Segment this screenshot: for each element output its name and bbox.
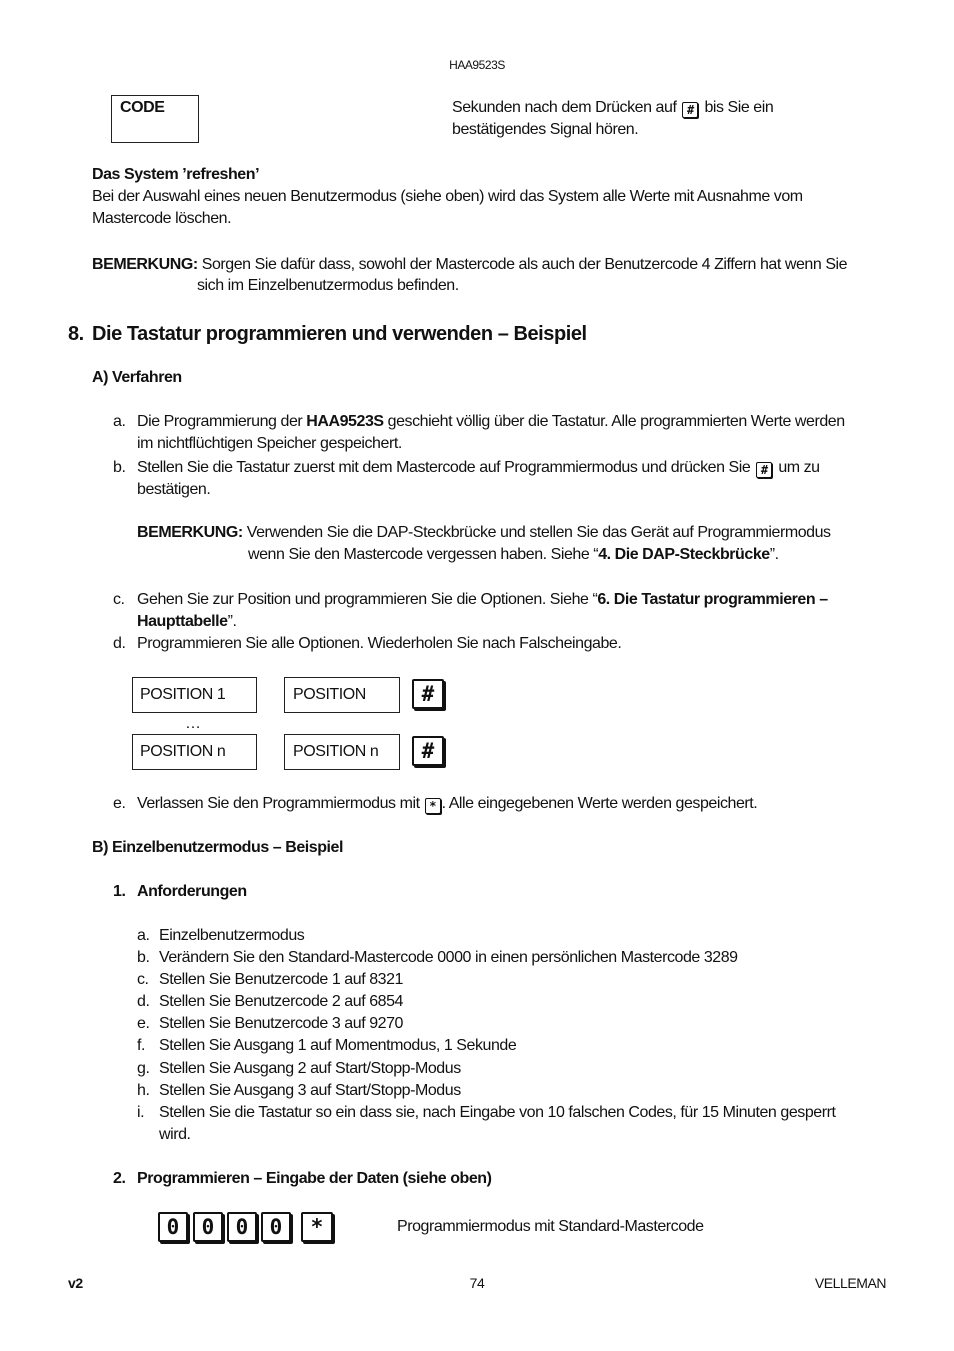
code-note-text-before: Sekunden nach dem Drücken auf bbox=[452, 99, 677, 116]
req-item: Einzelbenutzermodus bbox=[159, 927, 305, 944]
programming-number: 2. bbox=[113, 1170, 126, 1187]
hash-key-icon: # bbox=[412, 736, 444, 766]
item-e-text-before: Verlassen Sie den Programmiermodus mit bbox=[137, 795, 420, 812]
item-a-text-before: Die Programmierung der bbox=[137, 413, 303, 430]
req-item: Stellen Sie Ausgang 2 auf Start/Stopp-Modus bbox=[159, 1060, 461, 1077]
list-a-item-c-line1 bbox=[137, 590, 828, 610]
list-a-item-a-line1 bbox=[137, 412, 845, 432]
item-a-text-after: geschieht völlig über die Tastatur. Alle programmierten Werte werden bbox=[387, 413, 845, 430]
digit-0-key-icon: 0 bbox=[261, 1212, 291, 1242]
req-marker: g. bbox=[137, 1060, 150, 1077]
list-a-marker-c: c. bbox=[113, 591, 125, 608]
digit-0-key-icon: 0 bbox=[193, 1212, 223, 1242]
list-a-item-e bbox=[137, 794, 757, 814]
req-item: Stellen Sie Ausgang 3 auf Start/Stopp-Modus bbox=[159, 1082, 461, 1099]
code-box bbox=[111, 95, 199, 143]
item-a-model: HAA9523S bbox=[306, 413, 384, 430]
req-marker: a. bbox=[137, 927, 150, 944]
req-item: Stellen Sie Benutzercode 1 auf 8321 bbox=[159, 971, 403, 988]
section8-title: Die Tastatur programmieren und verwenden – Beispiel bbox=[92, 323, 587, 345]
remark1-line2: sich im Einzelbenutzermodus befinden. bbox=[197, 277, 459, 294]
remark2-text-after: ”. bbox=[769, 546, 779, 563]
item-c-text-after: ”. bbox=[227, 613, 237, 630]
star-key-icon: * bbox=[425, 798, 441, 814]
remark2-ref: 4. Die DAP-Steckbrücke bbox=[598, 546, 770, 563]
req-marker: i. bbox=[137, 1104, 145, 1121]
list-a-marker-b: b. bbox=[113, 459, 126, 476]
footer-version: v2 bbox=[68, 1275, 83, 1291]
req-marker: c. bbox=[137, 971, 149, 988]
req-item: Stellen Sie die Tastatur so ein dass sie, nach Eingabe von 10 falschen Codes, für 15 Minuten gesperrt bbox=[159, 1104, 836, 1121]
subsection-a-title: A) Verfahren bbox=[92, 369, 182, 386]
digit-0-key-icon: 0 bbox=[227, 1212, 257, 1242]
item-b-text-before: Stellen Sie die Tastatur zuerst mit dem Mastercode auf Programmiermodus und drücken Sie bbox=[137, 459, 751, 476]
position-box-1-label: POSITION 1 bbox=[140, 686, 226, 703]
list-a-item-b-line2: bestätigen. bbox=[137, 481, 211, 498]
remark2-line2 bbox=[248, 545, 779, 565]
req-item: Stellen Sie Benutzercode 2 auf 6854 bbox=[159, 993, 403, 1010]
requirements-title: Anforderungen bbox=[137, 883, 247, 900]
remark1-line1 bbox=[92, 255, 847, 275]
programming-title: Programmieren – Eingabe der Daten (siehe oben) bbox=[137, 1170, 492, 1187]
item-c-ref-cont: Haupttabelle bbox=[137, 613, 228, 630]
remark2-line1 bbox=[137, 523, 831, 543]
footer-page-number: 74 bbox=[469, 1275, 485, 1291]
list-a-item-a-line2: im nichtflüchtigen Speicher gespeichert. bbox=[137, 435, 402, 452]
req-item: Verändern Sie den Standard-Mastercode 0000 in einen persönlichen Mastercode 3289 bbox=[159, 949, 738, 966]
hash-key-icon: # bbox=[756, 462, 772, 478]
req-marker: h. bbox=[137, 1082, 150, 1099]
digit-0-key-icon: 0 bbox=[158, 1212, 188, 1242]
remark2-label: BEMERKUNG: bbox=[137, 524, 243, 541]
star-key-icon: * bbox=[301, 1212, 333, 1242]
req-item: Stellen Sie Benutzercode 3 auf 9270 bbox=[159, 1015, 403, 1032]
list-a-marker-d: d. bbox=[113, 635, 126, 652]
header-model: HAA9523S bbox=[449, 58, 505, 72]
refresh-line1: Bei der Auswahl eines neuen Benutzermodus (siehe oben) wird das System alle Werte mit Ausnahme vom bbox=[92, 188, 803, 205]
req-marker: e. bbox=[137, 1015, 150, 1032]
requirements-number: 1. bbox=[113, 883, 126, 900]
list-a-item-c-line2 bbox=[137, 612, 237, 632]
footer-brand: VELLEMAN bbox=[814, 1275, 886, 1291]
hash-key-icon: # bbox=[682, 102, 698, 118]
list-a-item-d: Programmieren Sie alle Optionen. Wiederholen Sie nach Falscheingabe. bbox=[137, 635, 622, 652]
item-c-text-before: Gehen Sie zur Position und programmieren Sie die Optionen. Siehe “ bbox=[137, 591, 598, 608]
req-item: Stellen Sie Ausgang 1 auf Momentmodus, 1 Sekunde bbox=[159, 1037, 517, 1054]
code-note-line1 bbox=[452, 98, 773, 118]
programming-description: Programmiermodus mit Standard-Mastercode bbox=[397, 1218, 704, 1235]
req-marker: d. bbox=[137, 993, 150, 1010]
refresh-heading: Das System ’refreshen’ bbox=[92, 166, 260, 183]
position-box-n bbox=[132, 734, 257, 770]
remark2-text-before: wenn Sie den Mastercode vergessen haben. Siehe “ bbox=[248, 546, 599, 563]
position-box-n-label: POSITION n bbox=[140, 743, 226, 760]
list-a-item-b-line1 bbox=[137, 458, 820, 478]
remark2-text: Verwenden Sie die DAP-Steckbrücke und stellen Sie das Gerät auf Programmiermodus bbox=[246, 524, 831, 541]
position-box-1 bbox=[132, 677, 257, 713]
position-box-1-value bbox=[284, 677, 400, 713]
req-marker: f. bbox=[137, 1037, 145, 1054]
subsection-b-title: B) Einzelbenutzermodus – Beispiel bbox=[92, 839, 343, 856]
section8-number: 8. bbox=[68, 323, 84, 345]
refresh-line2: Mastercode löschen. bbox=[92, 210, 232, 227]
list-a-marker-a: a. bbox=[113, 413, 126, 430]
position-box-n-value-label: POSITION n bbox=[293, 743, 379, 760]
hash-key-icon: # bbox=[412, 679, 444, 709]
item-b-text-after: um zu bbox=[778, 459, 820, 476]
item-e-text-after: . Alle eingegebenen Werte werden gespeichert. bbox=[441, 795, 758, 812]
remark1-text: Sorgen Sie dafür dass, sowohl der Mastercode als auch der Benutzercode 4 Ziffern hat wenn Sie bbox=[201, 256, 848, 273]
req-marker: b. bbox=[137, 949, 150, 966]
position-box-n-value bbox=[284, 734, 400, 770]
position-ellipsis: … bbox=[185, 715, 201, 732]
position-box-1-value-label: POSITION bbox=[293, 686, 366, 703]
list-a-marker-e: e. bbox=[113, 795, 126, 812]
code-note-text-after: bis Sie ein bbox=[704, 99, 774, 116]
code-note-line2: bestätigendes Signal hören. bbox=[452, 121, 639, 138]
req-item-continuation: wird. bbox=[159, 1126, 191, 1143]
code-box-label: CODE bbox=[120, 99, 165, 116]
remark1-label: BEMERKUNG: bbox=[92, 256, 198, 273]
item-c-ref: 6. Die Tastatur programmieren – bbox=[597, 591, 828, 608]
